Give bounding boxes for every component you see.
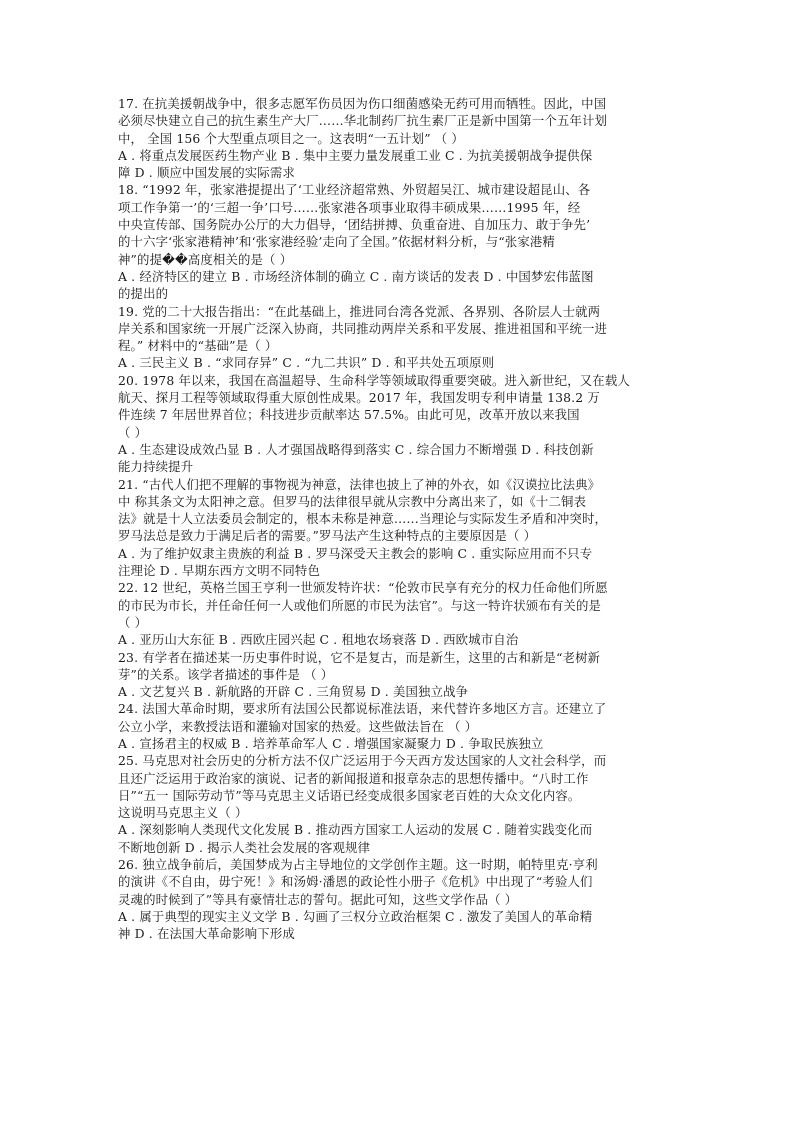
text-line: 的市民为市长，并任命任何一人或他们所愿的市民为法官”。与这一特许状颁布有关的是: [118, 597, 602, 613]
text-line: A . 生态建设成效凸显 B . 人才强国战略得到落实 C . 综合国力不断增强 D . 科技创新: [118, 441, 594, 457]
text-line: 26. 独立战争前后，美国梦成为占主导地位的文学创作主题。这一时期，帕特里克·亨利: [118, 857, 598, 873]
text-line: A . 深刻影响人类现代文化发展 B . 推动西方国家工人运动的发展 C . 随着实践变化而: [118, 822, 593, 838]
text-line: 21. “古代人们把不理解的事物视为神意，法律也披上了神的外衣，如《汉谟拉比法典》: [118, 476, 601, 492]
text-line: 岸关系和国家统一开展广泛深入协商，共同推动两岸关系和平发展、推进祖国和平统一进: [118, 320, 608, 336]
text-line: （ ）: [118, 424, 148, 440]
text-line: （ ）: [118, 614, 148, 630]
document-page: [118, 95, 678, 943]
text-line: A . 经济特区的建立 B . 市场经济体制的确立 C . 南方谈话的发表 D . 中国梦宏伟蓝图: [118, 268, 594, 284]
text-line: 不断地创新 D . 揭示人类社会发展的客观规律: [118, 839, 371, 855]
text-line: 19. 党的二十大报告指出：“在此基础上，推进同台湾各党派、各界别、各阶层人士就两: [118, 303, 601, 319]
text-line: A . 将重点发展医药生物产业 B . 集中主要力量发展重工业 C . 为抗美援朝战争提供保: [118, 147, 593, 163]
text-line: 程。” 材料中的“基础”是（ ）: [118, 338, 278, 354]
text-line: 件连续 7 年居世界首位；科技进步贡献率达 57.5%。由此可见，改革开放以来我国: [118, 407, 580, 423]
text-line: A . 为了维护奴隶主贵族的利益 B . 罗马深受天主教会的影响 C . 重实际应用而不只专: [118, 545, 593, 561]
text-line: A . 属于典型的现实主义文学 B . 勾画了三权分立政治框架 C . 激发了美国人的革命精: [118, 908, 593, 924]
text-line: 24. 法国大革命时期，要求所有法国公民都说标准法语，来代替许多地区方言。还建立了: [118, 701, 607, 717]
text-line: 中央宣传部、国务院办公厅的大力倡导，‘团结拼搏、负重奋进、自加压力、敢于争先’: [118, 217, 591, 233]
text-line: A . 三民主义 B . “求同存异” C . “九二共识” D . 和平共处五项原则: [118, 355, 495, 371]
text-line: A . 宣扬君主的权威 B . 培养革命军人 C . 增强国家凝聚力 D . 争取民族独立: [118, 735, 544, 751]
text-line: 的提出的: [118, 286, 169, 302]
text-line: 芽”的关系。该学者描述的事件是 （ ）: [118, 666, 334, 682]
text-line: 注理论 D . 早期东西方文明不同特色: [118, 563, 321, 579]
text-line: 22. 12 世纪，英格兰国王亨利一世颁发特许状：“伦敦市民享有充分的权力任命他们所愿: [118, 580, 608, 596]
text-line: 18. “1992 年，张家港提提出了‘工业经济超常熟、外贸超吴江、城市建设超昆山、各: [118, 182, 591, 198]
text-line: 23. 有学者在描述某一历史事件时说，它不是复古，而是新生，这里的古和新是“老树新: [118, 649, 601, 665]
text-line: 神”的提��高度相关的是（ ）: [118, 251, 293, 267]
text-line: 中， 全国 156 个大型重点项目之一。这表明“一五计划” （ ）: [118, 130, 464, 146]
text-line: 灵魂的时候到了”等具有豪情壮志的誓句。据此可知，这些文学作品（ ）: [118, 891, 518, 907]
text-line: 法》就是十人立法委员会制定的，根本未称是神意……当理论与实际发生矛盾和冲突时，: [118, 511, 608, 527]
text-line: 且还广泛运用于政治家的演说、记者的新闻报道和报章杂志的思想传播中。“八时工作: [118, 770, 589, 786]
text-line: 25. 马克思对社会历史的分析方法不仅广泛运用于今天西方发达国家的人文社会科学，而: [118, 753, 607, 769]
text-line: 中 称其条文为太阳神之意。但罗马的法律很早就从宗教中分离出来了，如《十二铜表: [118, 493, 587, 509]
text-line: 的演讲《不自由，毋宁死！》和汤姆·潘恩的政论性小册子《危机》中出现了“考验人们: [118, 874, 593, 890]
text-line: 公立小学，来教授法语和灌输对国家的热爱。这些做法旨在 （ ）: [118, 718, 478, 734]
text-line: 罗马法总是致力于满足后者的需要。”罗马法产生这种特点的主要原因是（ ）: [118, 528, 537, 544]
text-line: 能力持续提升: [118, 459, 194, 475]
text-line: 神 D . 在法国大革命影响下形成: [118, 926, 295, 942]
text-line: 障 D . 顺应中国发展的实际需求: [118, 165, 295, 181]
text-line: 这说明马克思主义（ ）: [118, 805, 248, 821]
text-line: 项工作争第一’的‘三超一争’口号……张家港各项事业取得丰硕成果……1995 年，经: [118, 199, 581, 215]
text-line: A . 亚历山大东征 B . 西欧庄园兴起 C . 租地农场衰落 D . 西欧城市自治: [118, 632, 519, 648]
text-line: 必须尽快建立自己的抗生素生产大厂……华北制药厂抗生素厂正是新中国第一个五年计划: [118, 113, 608, 129]
text-line: 航天、探月工程等领域取得重大原创性成果。2017 年，我国发明专利申请量 138.2 万: [118, 390, 600, 406]
text-line: 17. 在抗美援朝战争中，很多志愿军伤员因为伤口细菌感染无药可用而牺牲。因此，中国: [118, 96, 607, 111]
text-line: 的十六字‘张家港精神’和‘张家港经验’走向了全国。”依据材料分析，与“张家港精: [118, 234, 555, 250]
text-line: A . 文艺复兴 B . 新航路的开辟 C . 三角贸易 D . 美国独立战争: [118, 684, 469, 700]
text-line: 日”“五一 国际劳动节”等马克思主义话语已经变成很多国家老百姓的大众文化内容。: [118, 787, 581, 803]
text-line: 20. 1978 年以来，我国在高温超导、生命科学等领域取得重要突破。进入新世纪，又在载人: [118, 372, 630, 388]
